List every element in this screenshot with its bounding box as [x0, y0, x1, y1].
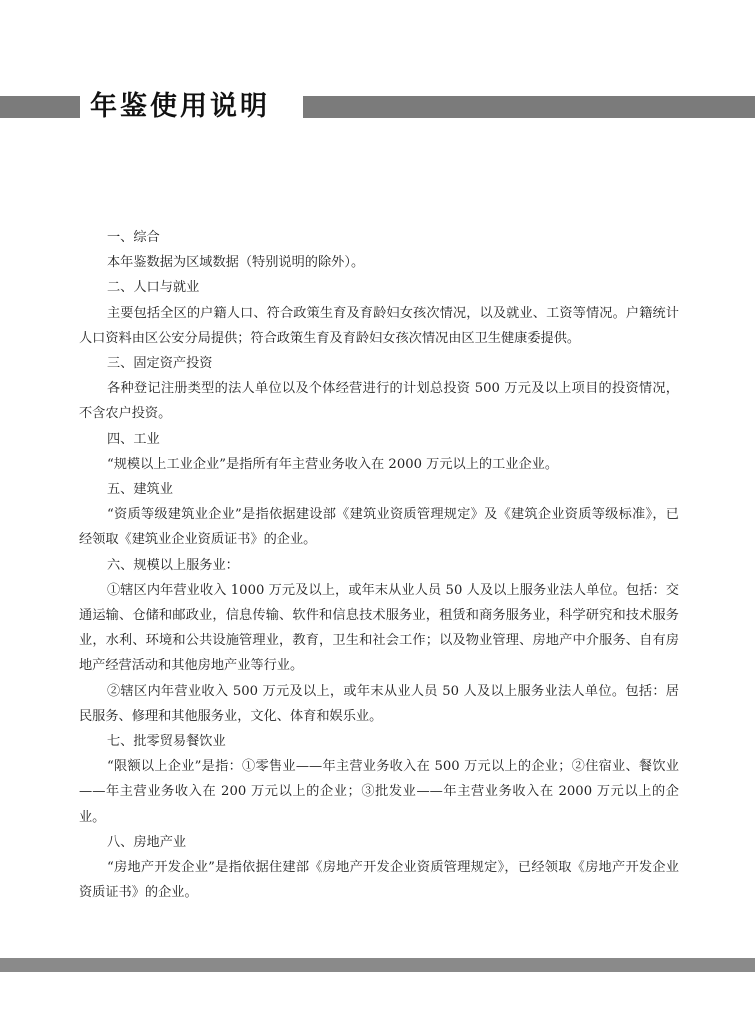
section-heading: 八、房地产业: [107, 834, 187, 850]
section-population-employment: [79, 275, 679, 351]
section-paragraph: “资质等级建筑业企业”是指依据建设部《建筑业资质管理规定》及《建筑企业资质等级标准》，已经领取《建筑业企业资质证书》的企业。: [79, 507, 679, 548]
section-heading: 六、规模以上服务业：: [107, 557, 239, 573]
section-paragraph: “限额以上企业”是指：①零售业——年主营业务收入在 500 万元以上的企业；②住宿业、餐饮业——年主营业务收入在 200 万元以上的企业；③批发业——年主营业务收入在 2000 万元以上的企业。: [79, 759, 679, 825]
page-title: 年鉴使用说明: [90, 91, 270, 122]
section-paragraph: 各种登记注册类型的法人单位以及个体经营进行的计划总投资 500 万元及以上项目的投资情况，不含农户投资。: [79, 381, 679, 422]
section-heading: 五、建筑业: [107, 482, 173, 498]
section-heading: 四、工业: [107, 431, 160, 447]
section-general: [79, 225, 679, 275]
footer-bar: [0, 958, 755, 972]
header-bar-left: [0, 96, 80, 118]
section-heading: 七、批零贸易餐饮业: [107, 734, 226, 750]
section-paragraph: “规模以上工业企业”是指所有年主营业务收入在 2000 万元以上的工业企业。: [107, 456, 559, 472]
section-construction: [79, 477, 679, 553]
section-paragraph: ②辖区内年营业收入 500 万元及以上，或年末从业人员 50 人及以上服务业法人单位。包括：居民服务、修理和其他服务业，文化、体育和娱乐业。: [79, 683, 679, 724]
section-services: [79, 553, 679, 729]
section-paragraph: ①辖区内年营业收入 1000 万元及以上，或年末从业人员 50 人及以上服务业法人单位。包括：交通运输、仓储和邮政业，信息传输、软件和信息技术服务业，租赁和商务服务业，科学研究和技术服务业，水利、环境和公共设施管理业，教育，卫生和社会工作；以及物业管理、房地产中介服务、自有房地产经营活动和其他房地产业等行业。: [79, 582, 679, 674]
document-body: [79, 225, 679, 905]
section-fixed-asset-investment: [79, 351, 679, 427]
section-paragraph: 本年鉴数据为区域数据（特别说明的除外）。: [107, 255, 365, 271]
section-paragraph: “房地产开发企业”是指依据住建部《房地产开发企业资质管理规定》，已经领取《房地产开发企业资质证书》的企业。: [79, 860, 679, 901]
section-industry: [79, 427, 679, 477]
section-trade-catering: [79, 729, 679, 830]
section-real-estate: [79, 830, 679, 906]
section-heading: 一、综合: [107, 230, 160, 245]
header-bar-right: [303, 96, 755, 118]
section-heading: 二、人口与就业: [107, 280, 200, 296]
section-paragraph: 主要包括全区的户籍人口、符合政策生育及育龄妇女孩次情况，以及就业、工资等情况。户籍统计人口资料由区公安分局提供；符合政策生育及育龄妇女孩次情况由区卫生健康委提供。: [79, 305, 679, 346]
section-heading: 三、固定资产投资: [107, 356, 213, 372]
